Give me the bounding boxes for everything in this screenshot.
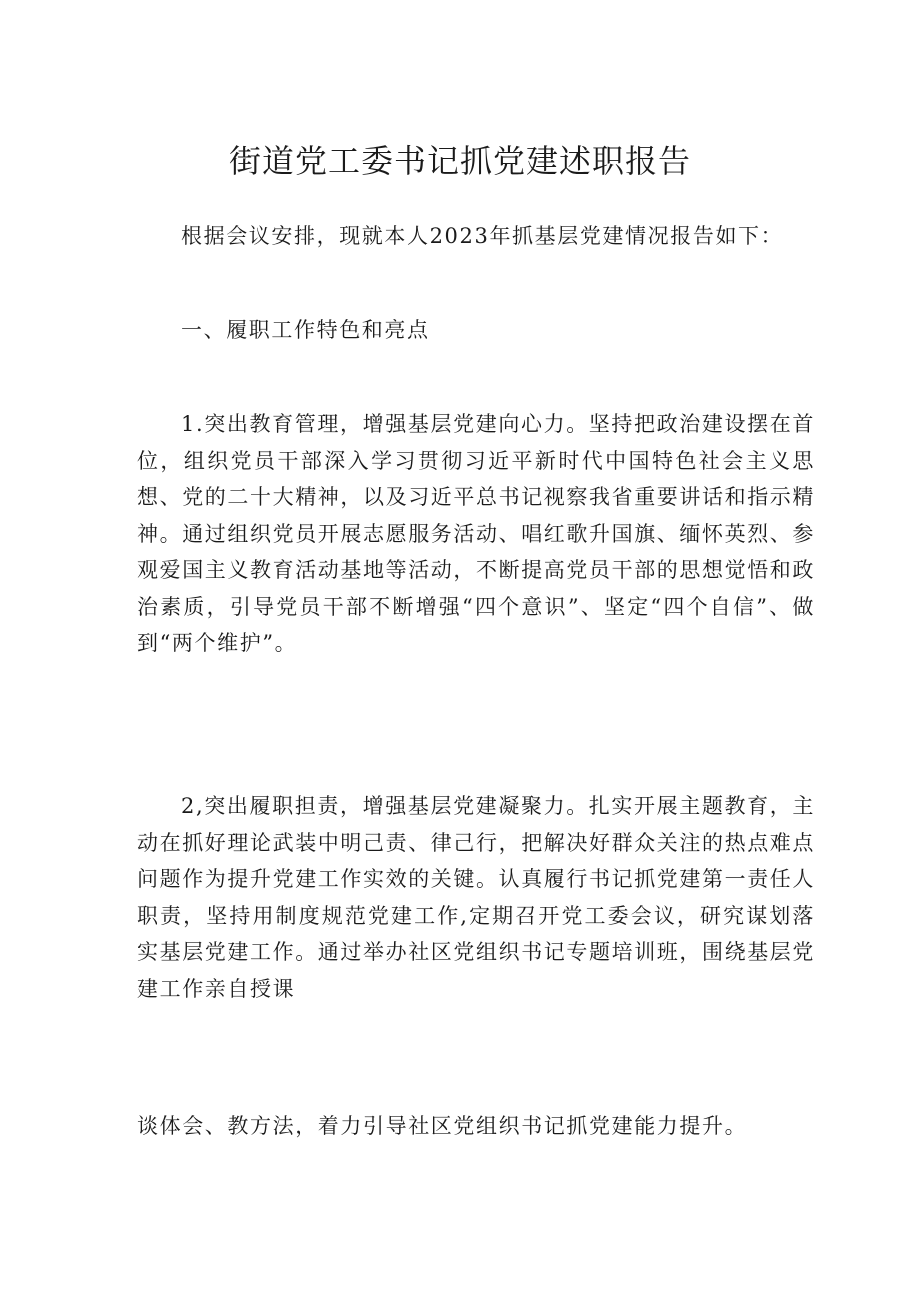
section-heading: 一、履职工作特色和亮点 [181,318,430,342]
paragraph-duty-responsibility: 2,突出履职担责，增强基层党建凝聚力。扎实开展主题教育，主动在抓好理论武装中明己责、律己行，把解决好群众关注的热点难点问题作为提升党建工作实效的关键。认真履行书记抓党建第一责任人职责，坚持用制度规范党建工作,定期召开党工委会议，研究谋划落实基层党建工作。通过举办社区党组织书记专题培训班，围绕基层党建工作亲自授课 [137,794,815,1001]
document-title: 街道党工委书记抓党建述职报告 [228,142,691,180]
paragraph-education-management: 1.突出教育管理，增强基层党建向心力。坚持把政治建设摆在首位，组织党员干部深入学习贯彻习近平新时代中国特色社会主义思想、党的二十大精神，以及习近平总书记视察我省重要讲话和指示精神。通过组织党员开展志愿服务活动、唱红歌升国旗、缅怀英烈、参观爱国主义教育活动基地等活动，不断提高党员干部的思想觉悟和政治素质，引导党员干部不断增强“四个意识”、坚定“四个自信”、做到“两个维护”。 [137,412,815,655]
paragraph-continuation: 谈体会、教方法，着力引导社区党组织书记抓党建能力提升。 [137,1114,748,1138]
intro-paragraph: 根据会议安排，现就本人2023年抓基层党建情况报告如下： [181,224,784,248]
